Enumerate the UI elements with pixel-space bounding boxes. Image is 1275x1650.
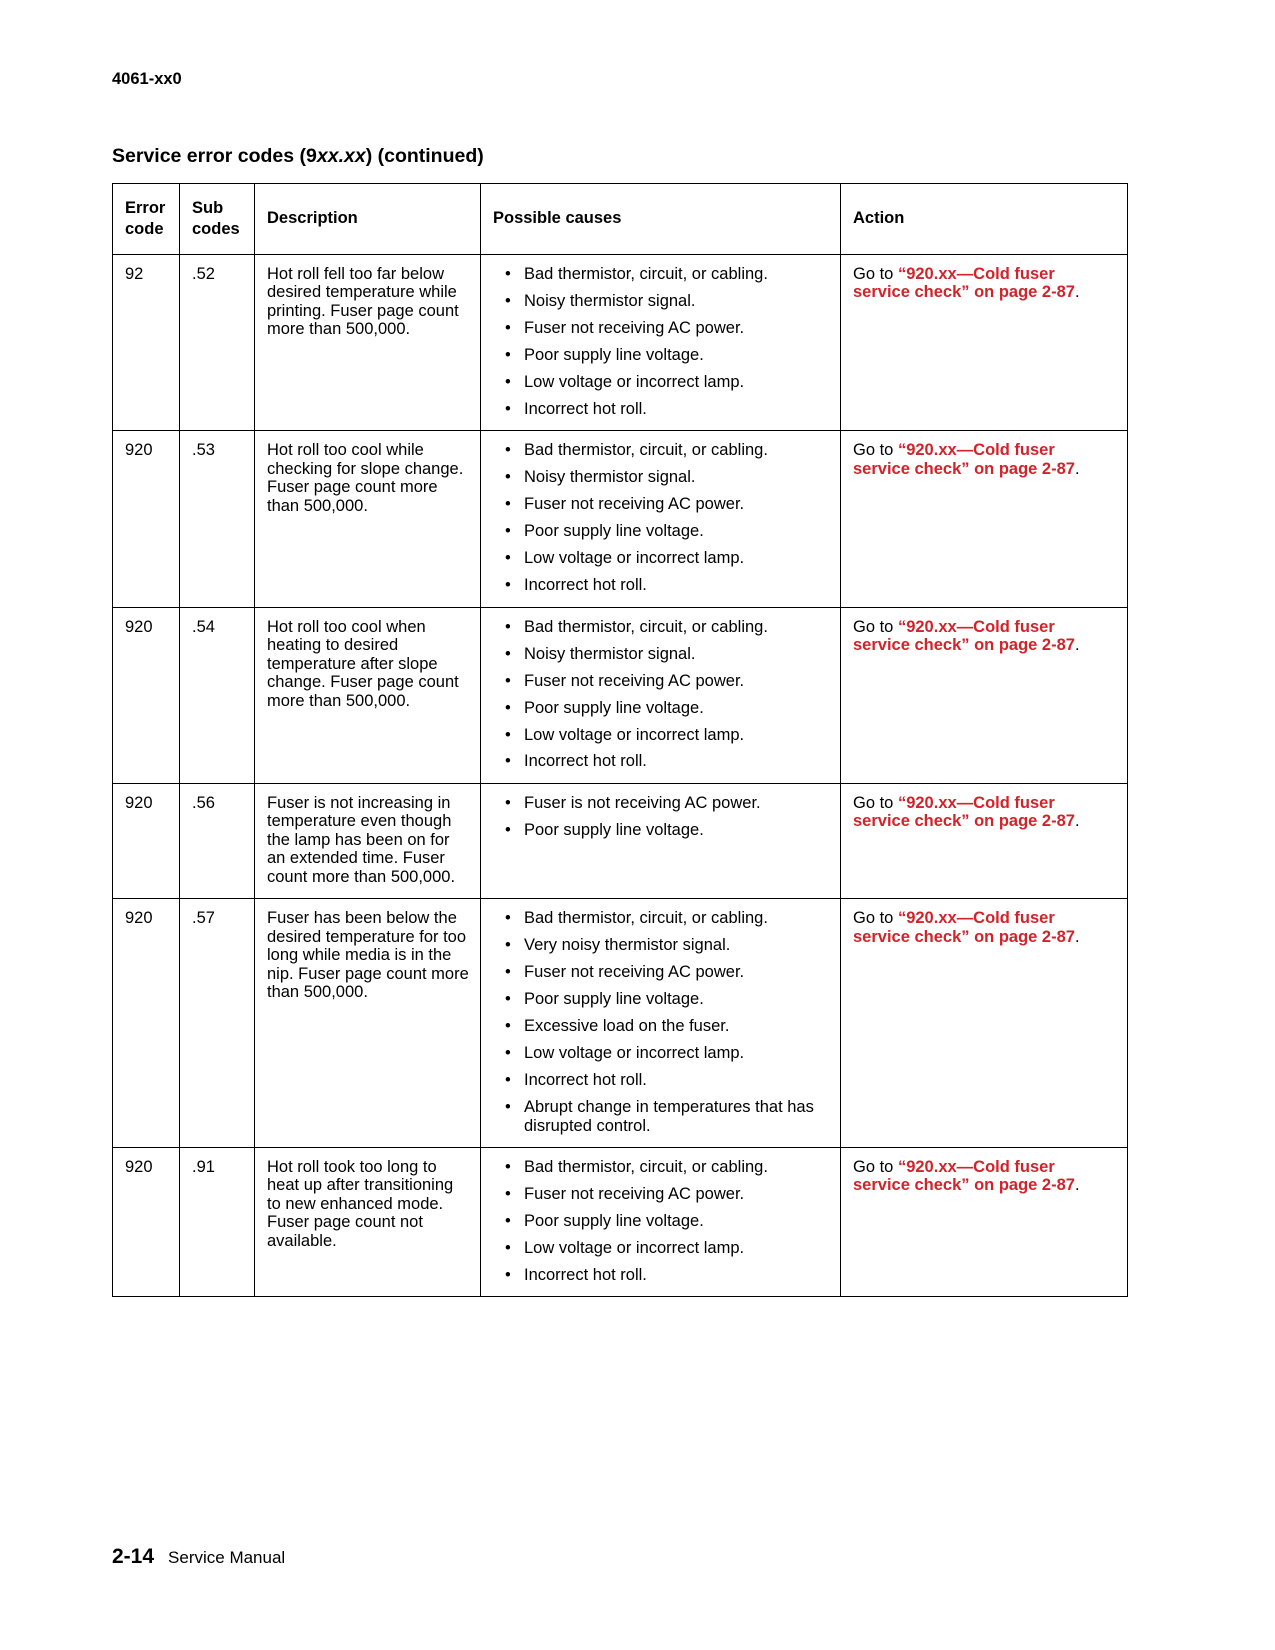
cold-fuser-service-check-link[interactable]: “920.xx—Cold fuser service check” on page 2-87 <box>853 1158 1075 1195</box>
action-cell <box>841 431 1128 607</box>
action-suffix: . <box>1074 636 1080 655</box>
cause-item: • Poor supply line voltage. <box>493 990 829 1008</box>
action-prefix: Go to <box>853 1158 898 1176</box>
sub-code-cell: .53 <box>180 431 255 607</box>
cause-item: • Poor supply line voltage. <box>493 699 829 717</box>
possible-causes-cell <box>481 431 841 607</box>
action-cell <box>841 899 1128 1148</box>
model-number: 4061-xx0 <box>112 70 182 88</box>
table-row <box>113 1148 1128 1297</box>
cause-item: • Poor supply line voltage. <box>493 1212 829 1230</box>
description-cell: Hot roll too cool while checking for slope change. Fuser page count more than 500,000. <box>255 431 481 607</box>
error-code-cell: 920 <box>113 607 180 783</box>
cause-item: • Noisy thermistor signal. <box>493 292 829 310</box>
table-body <box>113 255 1128 1297</box>
cause-item: • Poor supply line voltage. <box>493 522 829 540</box>
description-cell: Fuser is not increasing in temperature even though the lamp has been on for an extended time. Fuser count more than 500,000. <box>255 783 481 898</box>
cause-item: • Poor supply line voltage. <box>493 346 829 364</box>
cause-item: • Incorrect hot roll. <box>493 752 829 770</box>
description-cell: Hot roll fell too far below desired temperature while printing. Fuser page count more than 500,000. <box>255 255 481 431</box>
cause-item: • Noisy thermistor signal. <box>493 645 829 663</box>
cold-fuser-service-check-link[interactable]: “920.xx—Cold fuser service check” on page 2-87 <box>853 793 1075 831</box>
possible-causes-cell <box>481 899 841 1148</box>
cause-item: • Bad thermistor, circuit, or cabling. <box>493 1158 829 1176</box>
cold-fuser-service-check-link[interactable]: “920.xx—Cold fuser service check” on page 2-87 <box>853 441 1075 478</box>
description-cell: Hot roll too cool when heating to desired temperature after slope change. Fuser page count more than 500,000. <box>255 607 481 783</box>
header-action: Action <box>841 184 1128 255</box>
action-suffix: . <box>1074 927 1080 946</box>
error-code-cell: 920 <box>113 783 180 898</box>
section-title <box>112 145 484 168</box>
action-suffix: . <box>1074 812 1080 831</box>
cause-item: • Very noisy thermistor signal. <box>493 936 829 954</box>
title-italic: xx.xx <box>316 145 366 167</box>
table-row <box>113 899 1128 1148</box>
cause-item: • Fuser not receiving AC power. <box>493 495 829 513</box>
action-prefix: Go to <box>853 265 898 283</box>
possible-causes-cell <box>481 607 841 783</box>
cause-item: • Low voltage or incorrect lamp. <box>493 726 829 744</box>
cause-item: • Incorrect hot roll. <box>493 576 829 594</box>
title-suffix: ) (continued) <box>365 145 484 167</box>
cause-item: • Low voltage or incorrect lamp. <box>493 373 829 391</box>
table-row <box>113 255 1128 431</box>
table-row <box>113 607 1128 783</box>
cause-item: • Noisy thermistor signal. <box>493 468 829 486</box>
sub-code-cell: .56 <box>180 783 255 898</box>
action-cell <box>841 255 1128 431</box>
table-row <box>113 431 1128 607</box>
error-code-cell: 920 <box>113 1148 180 1297</box>
cause-item: • Fuser not receiving AC power. <box>493 672 829 690</box>
action-prefix: Go to <box>853 909 898 928</box>
cause-item: • Fuser not receiving AC power. <box>493 319 829 337</box>
cause-item: • Fuser not receiving AC power. <box>493 1185 829 1203</box>
table-row <box>113 783 1128 898</box>
page-footer <box>112 1545 285 1569</box>
cause-item: • Bad thermistor, circuit, or cabling. <box>493 618 829 636</box>
header-sub-codes: Sub codes <box>180 184 255 255</box>
action-suffix: . <box>1074 459 1080 478</box>
error-code-cell: 920 <box>113 431 180 607</box>
action-suffix: . <box>1074 283 1080 302</box>
cause-item: • Fuser is not receiving AC power. <box>493 794 829 812</box>
cause-item: • Low voltage or incorrect lamp. <box>493 549 829 567</box>
title-prefix: Service error codes (9 <box>112 145 317 167</box>
cause-item: • Low voltage or incorrect lamp. <box>493 1239 829 1257</box>
service-error-codes-table <box>112 183 1128 1297</box>
causes-list <box>493 618 829 771</box>
causes-list <box>493 265 829 418</box>
causes-list <box>493 794 829 839</box>
possible-causes-cell <box>481 255 841 431</box>
header-possible-causes: Possible causes <box>481 184 841 255</box>
cause-item: • Incorrect hot roll. <box>493 400 829 418</box>
action-cell <box>841 783 1128 898</box>
action-cell <box>841 1148 1128 1297</box>
causes-list <box>493 441 829 594</box>
cause-item: • Fuser not receiving AC power. <box>493 963 829 981</box>
description-cell: Hot roll took too long to heat up after transitioning to new enhanced mode. Fuser page count not available. <box>255 1148 481 1297</box>
action-prefix: Go to <box>853 617 898 636</box>
cause-item: • Incorrect hot roll. <box>493 1266 829 1284</box>
cold-fuser-service-check-link[interactable]: “920.xx—Cold fuser service check” on page 2-87 <box>853 617 1075 655</box>
sub-code-cell: .52 <box>180 255 255 431</box>
action-suffix: . <box>1074 1176 1080 1195</box>
cold-fuser-service-check-link[interactable]: “920.xx—Cold fuser service check” on page 2-87 <box>853 265 1075 302</box>
cause-item: • Incorrect hot roll. <box>493 1071 829 1089</box>
cause-item: • Abrupt change in temperatures that has disrupted control. <box>493 1098 829 1135</box>
cause-item: • Bad thermistor, circuit, or cabling. <box>493 909 829 927</box>
action-cell <box>841 607 1128 783</box>
cause-item: • Poor supply line voltage. <box>493 821 829 839</box>
cause-item: • Excessive load on the fuser. <box>493 1017 829 1035</box>
action-prefix: Go to <box>853 793 898 812</box>
causes-list <box>493 909 829 1135</box>
manual-title: Service Manual <box>168 1548 286 1567</box>
header-error-code: Error code <box>113 184 180 255</box>
causes-list <box>493 1158 829 1284</box>
sub-code-cell: .91 <box>180 1148 255 1297</box>
error-code-cell: 92 <box>113 255 180 431</box>
possible-causes-cell <box>481 1148 841 1297</box>
table-header-row <box>113 184 1128 255</box>
error-code-cell: 920 <box>113 899 180 1148</box>
sub-code-cell: .57 <box>180 899 255 1148</box>
sub-code-cell: .54 <box>180 607 255 783</box>
cause-item: • Bad thermistor, circuit, or cabling. <box>493 441 829 459</box>
action-prefix: Go to <box>853 441 898 460</box>
description-cell: Fuser has been below the desired temperature for too long while media is in the nip. Fuser page count more than 500,000. <box>255 899 481 1148</box>
header-description: Description <box>255 184 481 255</box>
cause-item: • Bad thermistor, circuit, or cabling. <box>493 265 829 283</box>
possible-causes-cell <box>481 783 841 898</box>
cause-item: • Low voltage or incorrect lamp. <box>493 1044 829 1062</box>
page-number: 2-14 <box>112 1545 155 1568</box>
cold-fuser-service-check-link[interactable]: “920.xx—Cold fuser service check” on page 2-87 <box>853 909 1075 946</box>
